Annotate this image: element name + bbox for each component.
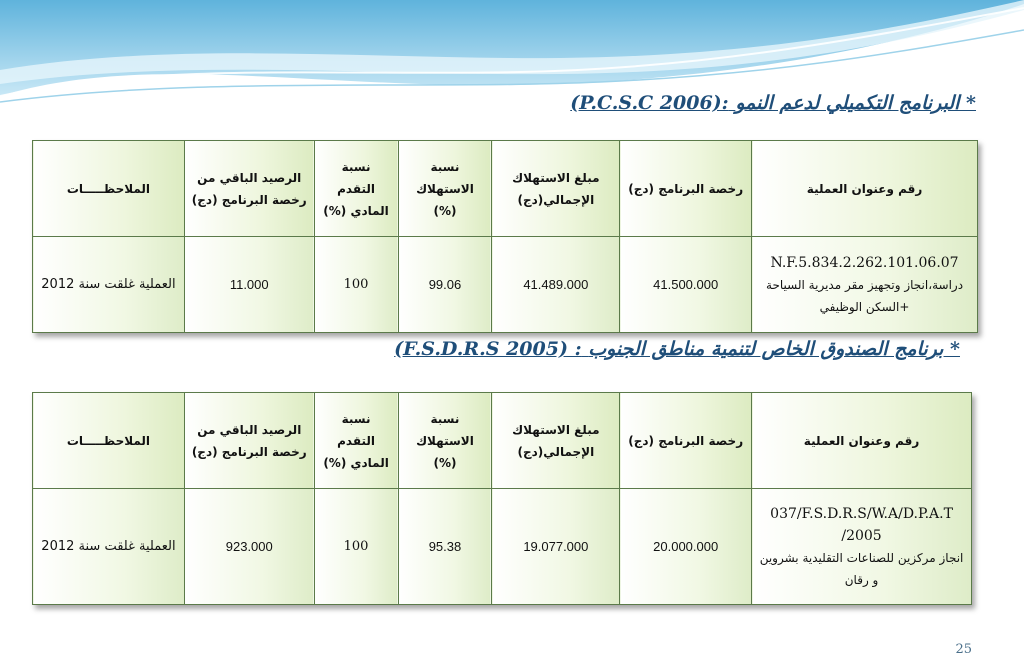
header-notes: الملاحظـــــات <box>33 141 185 237</box>
header-remaining: الرصيد الباقي من رخصة البرنامج (دج) <box>184 141 314 237</box>
table-row <box>33 237 978 333</box>
cell-consumption: 41.489.000 <box>492 237 620 333</box>
header-consumption-rate: نسبة الاستهلاك (%) <box>398 393 492 489</box>
operation-description: دراسة،انجاز وتجهيز مقر مديرية السياحة +السكن الوظيفي <box>766 277 964 314</box>
cell-physical-progress: 100 <box>314 489 398 605</box>
operation-code: 037/F.S.D.R.S/W.A/D.P.A.T /2005 <box>770 505 953 544</box>
section1-title-code: (P.C.S.C 2006): <box>570 92 729 114</box>
header-consumption: مبلغ الاستهلاك الإجمالي(دج) <box>492 141 620 237</box>
header-license: رخصة البرنامج (دج) <box>620 141 752 237</box>
table-header-row <box>33 393 972 489</box>
cell-operation <box>752 489 972 605</box>
section2-title: * برنامج الصندوق الخاص لتنمية مناطق الجنوب <box>588 338 960 360</box>
section1-heading <box>570 92 976 114</box>
section2-table <box>32 392 972 605</box>
header-operation: رقم وعنوان العملية <box>752 393 972 489</box>
page-number: 25 <box>955 642 972 657</box>
cell-notes: العملية غلقت سنة 2012 <box>33 237 185 333</box>
cell-notes: العملية غلقت سنة 2012 <box>33 489 185 605</box>
section1-table <box>32 140 978 333</box>
cell-consumption-rate: 99.06 <box>398 237 492 333</box>
operation-description: انجاز مركزين للصناعات التقليدية بشروين و رقان <box>759 550 964 587</box>
header-consumption-rate: نسبة الاستهلاك (%) <box>398 141 492 237</box>
cell-physical-progress: 100 <box>314 237 398 333</box>
header-physical-progress: نسبة التقدم المادي (%) <box>314 393 398 489</box>
table-header-row <box>33 141 978 237</box>
table-row <box>33 489 972 605</box>
cell-remaining: 11.000 <box>184 237 314 333</box>
cell-consumption-rate: 95.38 <box>398 489 492 605</box>
cell-license: 41.500.000 <box>620 237 752 333</box>
section2-heading <box>394 338 960 360</box>
cell-remaining: 923.000 <box>184 489 314 605</box>
header-physical-progress: نسبة التقدم المادي (%) <box>314 141 398 237</box>
header-remaining: الرصيد الباقي من رخصة البرنامج (دج) <box>184 393 314 489</box>
header-operation: رقم وعنوان العملية <box>752 141 978 237</box>
header-notes: الملاحظـــــات <box>33 393 185 489</box>
section2-title-code: (F.S.D.R.S 2005) : <box>394 338 582 360</box>
cell-consumption: 19.077.000 <box>492 489 620 605</box>
cell-operation <box>752 237 978 333</box>
section1-title: * البرنامج التكميلي لدعم النمو <box>735 92 976 114</box>
header-consumption: مبلغ الاستهلاك الإجمالي(دج) <box>492 393 620 489</box>
header-license: رخصة البرنامج (دج) <box>620 393 752 489</box>
operation-code: N.F.5.834.2.262.101.06.07 <box>770 254 959 271</box>
cell-license: 20.000.000 <box>620 489 752 605</box>
